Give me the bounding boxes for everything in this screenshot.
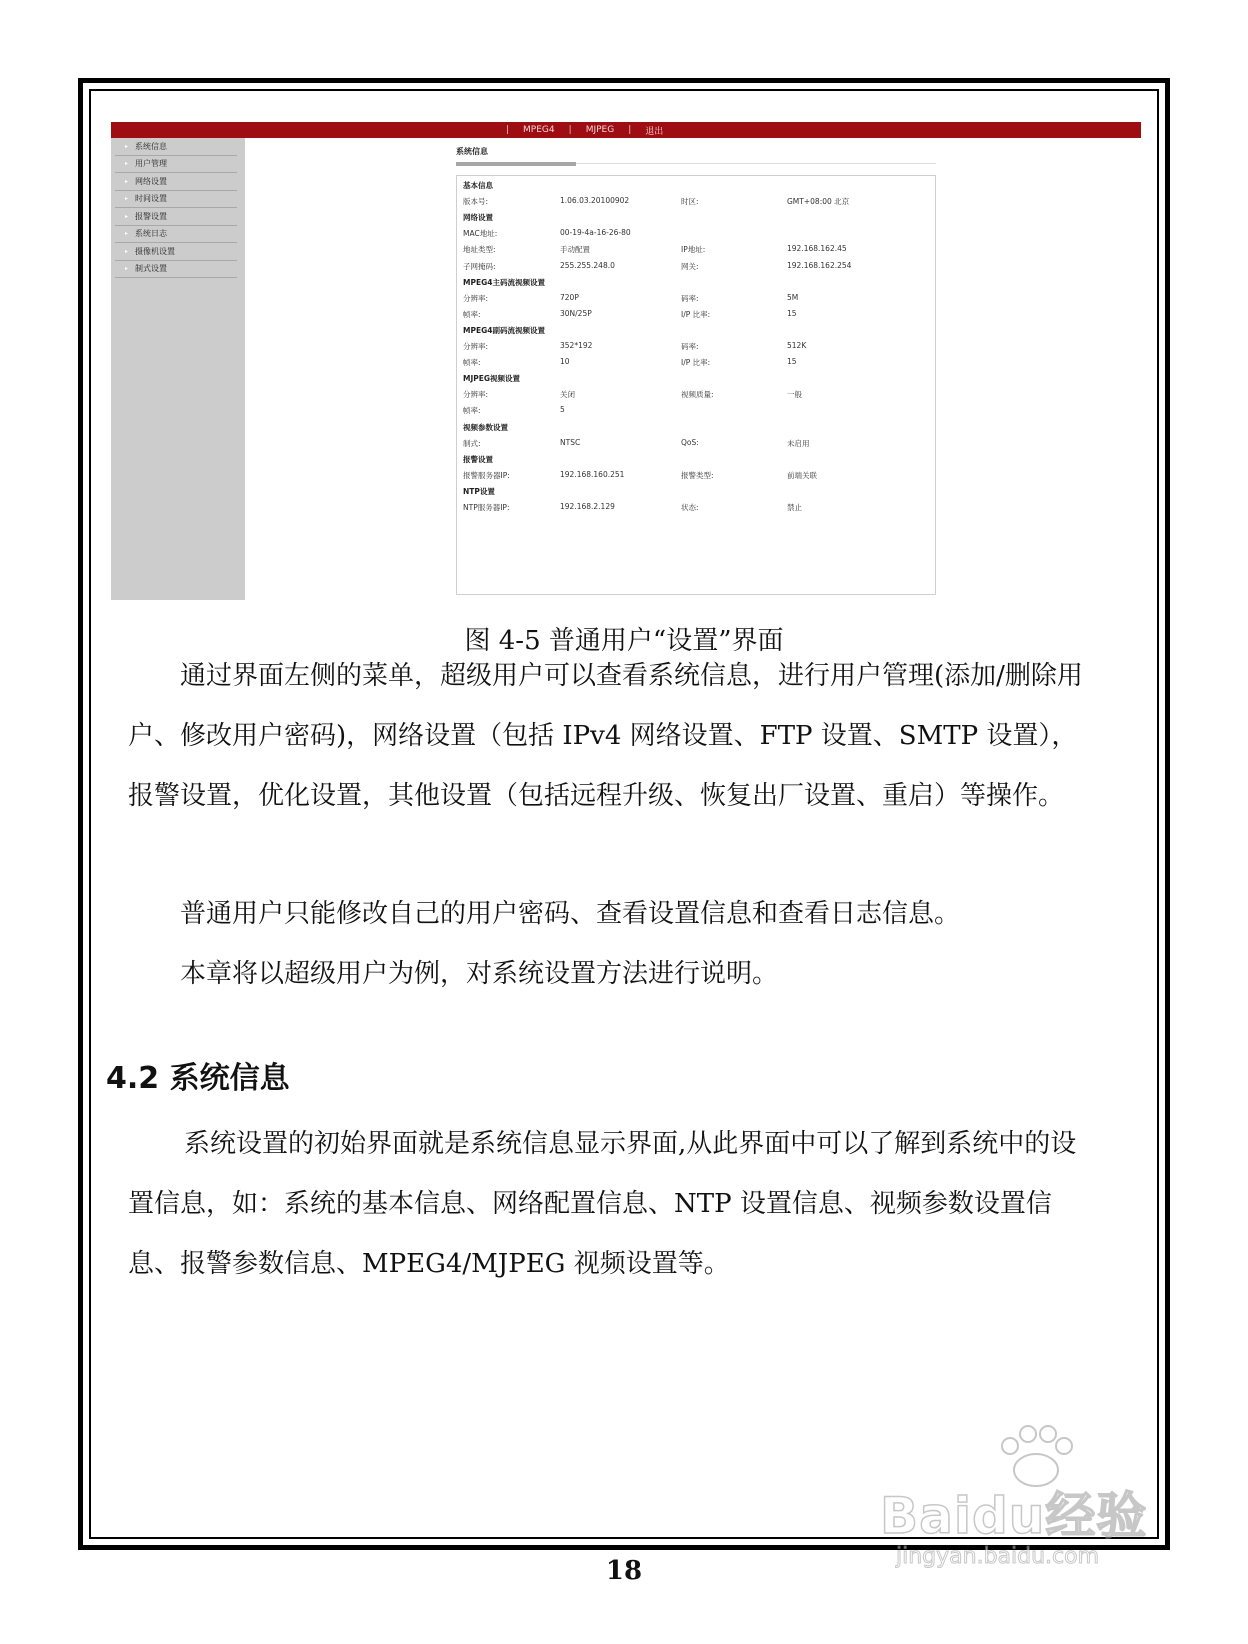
field-value: 192.168.162.254 (787, 260, 852, 270)
sidebar-item-alarm[interactable] (115, 208, 237, 226)
sidebar-item-camera[interactable] (115, 243, 237, 261)
figure-caption: 图 4-5 普通用户“设置”界面 (464, 626, 784, 656)
field-value: 一般 (787, 390, 802, 400)
arrow-icon: ▸ (125, 247, 129, 255)
field-value: 前端关联 (787, 470, 817, 480)
field-value: 5 (560, 405, 565, 415)
field-label: 分辨率: (463, 293, 489, 303)
field-value: 5M (787, 292, 799, 302)
arrow-icon: ▸ (125, 230, 129, 238)
field-label: 码率: (681, 342, 699, 351)
field-value: 192.168.162.45 (787, 244, 847, 254)
section-title: 视频参数设置 (463, 422, 508, 432)
section-title: NTP设置 (463, 486, 495, 496)
field-label: 状态: (681, 503, 699, 512)
field-value: 禁止 (787, 503, 802, 512)
field-value: 手动配置 (560, 245, 590, 255)
field-label: 时区: (681, 197, 699, 207)
field-value: 未启用 (787, 438, 810, 448)
section-title: 基本信息 (463, 181, 493, 190)
divider-accent (456, 162, 576, 166)
sidebar-item-network[interactable] (115, 173, 237, 191)
sidebar-item-format[interactable] (115, 261, 237, 279)
arrow-icon: ▸ (125, 142, 129, 150)
field-label: 分辨率: (463, 342, 489, 351)
sidebar-item-label: 网络设置 (135, 176, 167, 186)
field-label: I/P 比率: (681, 309, 711, 319)
field-value: 30N/25P (560, 308, 592, 318)
section-title: 报警设置 (463, 454, 493, 464)
paragraph-4: 系统设置的初始界面就是系统信息显示界面,从此界面中可以了解到系统中的设置信息，如：系统的基本信息、网络配置信息、NTP 设置信息、视频参数设置信息、报警参数信息、MPEG4/MJPEG 视频设置等。 (128, 1129, 1077, 1279)
paragraph-2: 普通用户只能修改自己的用户密码、查看设置信息和查看日志信息。 (180, 899, 961, 929)
field-value: NTSC (560, 437, 581, 447)
arrow-icon: ▸ (125, 265, 129, 273)
paragraph-1: 通过界面左侧的菜单，超级用户可以查看系统信息，进行用户管理(添加/删除用户、修改用户密码)，网络设置（包括 IPv4 网络设置、FTP 设置、SMTP 设置），报警设置，优化设置，其他设置（包括远程升级、恢复出厂设置、重启）等操作。 (128, 661, 1083, 811)
field-label: 子网掩码: (463, 261, 496, 271)
field-label: 分辨率: (463, 390, 489, 400)
field-label: 制式: (463, 438, 481, 448)
section-title: MJPEG视频设置 (463, 374, 521, 384)
field-value: 352*192 (560, 341, 593, 350)
settings-screenshot (111, 122, 1141, 600)
sidebar-item-label: 时间设置 (135, 194, 167, 204)
field-value: GMT+08:00 北京 (787, 197, 850, 207)
sidebar-item-label: 系统信息 (135, 141, 167, 151)
page-number: 18 (605, 1556, 643, 1586)
field-label: 地址类型: (463, 245, 496, 255)
arrow-icon: ▸ (125, 160, 129, 168)
sidebar-menu (111, 138, 245, 600)
paragraph-3: 本章将以超级用户为例，对系统设置方法进行说明。 (180, 959, 779, 989)
info-title: 系统信息 (456, 147, 488, 156)
field-label: 报警服务器IP: (463, 470, 510, 480)
field-value: 255.255.248.0 (560, 260, 615, 270)
field-label: MAC地址: (463, 229, 498, 239)
sidebar-item-user-management[interactable] (115, 156, 237, 174)
top-nav-bar: | MPEG4 | MJPEG | 退出 (111, 122, 1141, 138)
field-label: 报警类型: (681, 470, 714, 480)
section-heading: 4.2 系统信息 (106, 1061, 290, 1096)
field-label: 帧率: (463, 406, 481, 416)
section-title: 网络设置 (463, 213, 493, 223)
field-label: I/P 比率: (681, 358, 711, 368)
field-value: 512K (787, 341, 807, 350)
nav-mjpeg[interactable]: MJPEG (585, 125, 615, 135)
field-value: 10 (560, 357, 570, 367)
section-title: MPEG4主码流视频设置 (463, 277, 545, 287)
field-value: 15 (787, 357, 797, 367)
field-value: 192.168.2.129 (560, 502, 615, 511)
system-info-panel (456, 175, 936, 595)
sidebar-item-label: 制式设置 (135, 264, 167, 274)
arrow-icon: ▸ (125, 212, 129, 220)
field-label: QoS: (681, 437, 699, 447)
field-label: 码率: (681, 293, 699, 303)
field-value: 15 (787, 308, 797, 318)
sidebar-item-time[interactable] (115, 191, 237, 209)
field-value: 720P (560, 292, 579, 302)
field-label: IP地址: (681, 245, 706, 255)
arrow-icon: ▸ (125, 195, 129, 203)
nav-logout[interactable]: 退出 (645, 126, 664, 137)
field-label: 版本号: (463, 197, 489, 207)
arrow-icon: ▸ (125, 177, 129, 185)
sidebar-item-label: 用户管理 (135, 159, 167, 169)
baidu-watermark (880, 1420, 1160, 1590)
field-label: NTP服务器IP: (463, 503, 510, 512)
field-value: 192.168.160.251 (560, 469, 625, 479)
watermark-sub: jingyan.baidu.com (896, 1544, 1100, 1569)
sidebar-item-log[interactable] (115, 226, 237, 244)
field-label: 网关: (681, 261, 699, 271)
field-value: 1.06.03.20100902 (560, 196, 630, 206)
field-value: 00-19-4a-16-26-80 (560, 228, 631, 238)
watermark-main: Baidu经验 (880, 1487, 1148, 1545)
field-label: 帧率: (463, 309, 481, 319)
sidebar-item-label: 摄像机设置 (135, 246, 175, 256)
field-value: 关闭 (560, 390, 575, 400)
field-label: 帧率: (463, 358, 481, 368)
sidebar-item-system-info[interactable] (115, 138, 237, 156)
sidebar-item-label: 报警设置 (135, 211, 167, 221)
section-title: MPEG4副码流视频设置 (463, 325, 545, 335)
field-label: 视频质量: (681, 390, 714, 400)
sidebar-item-label: 系统日志 (135, 229, 167, 239)
nav-mpeg4[interactable]: MPEG4 (523, 125, 555, 135)
